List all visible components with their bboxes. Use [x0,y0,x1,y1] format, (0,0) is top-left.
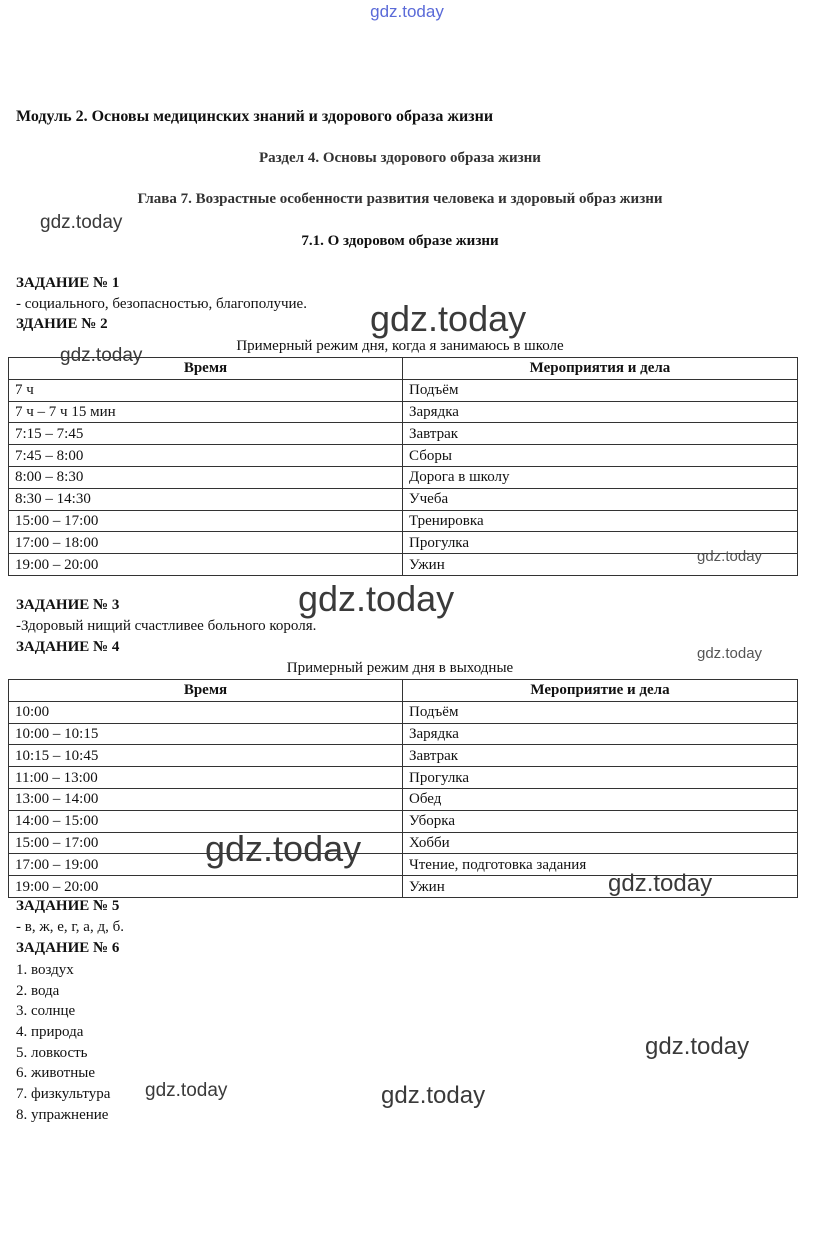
time-cell: 19:00 – 20:00 [9,876,403,898]
watermark: gdz.today [697,645,763,662]
time-cell: 15:00 – 17:00 [9,510,403,532]
column-header-activity: Мероприятия и дела [403,358,798,380]
time-cell: 11:00 – 13:00 [9,767,403,789]
watermark: gdz.today [40,212,123,233]
activity-cell: Завтрак [403,423,798,445]
watermark: gdz.today [608,870,713,897]
time-cell: 10:00 – 10:15 [9,723,403,745]
watermark: gdz.today [145,1080,228,1101]
activity-cell: Учеба [403,488,798,510]
time-cell: 7:45 – 8:00 [9,445,403,467]
column-header-time: Время [9,680,403,702]
watermark: gdz.today [697,548,763,565]
table-body [9,379,798,575]
table-row [9,788,798,810]
table-row [9,767,798,789]
list-item: 2. вода [16,982,60,999]
task4-caption: Примерный режим дня в выходные [286,660,514,676]
time-cell: 8:30 – 14:30 [9,488,403,510]
watermark: gdz.today [645,1033,750,1060]
time-cell: 17:00 – 18:00 [9,532,403,554]
table-row [9,532,798,554]
time-cell: 7 ч – 7 ч 15 мин [9,401,403,423]
activity-cell: Зарядка [403,723,798,745]
list-item: 3. солнце [16,1003,76,1020]
table-row [9,423,798,445]
task6-list [16,960,110,1126]
task1-text: - социального, безопасностью, благополучие. [16,296,307,312]
table-row [9,445,798,467]
table-row [9,488,798,510]
table-header-row [9,680,798,702]
task5-text: - в, ж, е, г, а, д, б. [16,919,124,935]
task5-heading: ЗАДАНИЕ № 5 [16,898,120,914]
activity-cell: Уборка [403,810,798,832]
task3-text: -Здоровый нищий счастливее больного короля. [16,618,317,634]
activity-cell: Зарядка [403,401,798,423]
list-item: 4. природа [16,1024,84,1041]
table-row [9,832,798,854]
activity-cell: Завтрак [403,745,798,767]
table-row [9,723,798,745]
table-row [9,745,798,767]
activity-cell: Хобби [403,832,798,854]
weekend-day-table [8,679,798,898]
column-header-time: Время [9,358,403,380]
list-item: 6. животные [16,1065,95,1082]
task2-caption: Примерный режим дня, когда я занимаюсь в школе [236,338,564,354]
section-title: Раздел 4. Основы здорового образа жизни [259,150,541,166]
chapter-title: Глава 7. Возрастные особенности развития человека и здоровый образ жизни [137,191,663,207]
time-cell: 13:00 – 14:00 [9,788,403,810]
activity-cell: Подъём [403,379,798,401]
time-cell: 8:00 – 8:30 [9,466,403,488]
task6-heading: ЗАДАНИЕ № 6 [16,940,120,956]
site-mark[interactable]: gdz.today [370,2,444,21]
list-item: 7. физкультура [16,1086,111,1103]
activity-cell: Прогулка [403,532,798,554]
table-row [9,510,798,532]
task4-heading: ЗАДАНИЕ № 4 [16,639,120,655]
time-cell: 19:00 – 20:00 [9,554,403,576]
activity-cell: Прогулка [403,767,798,789]
time-cell: 17:00 – 19:00 [9,854,403,876]
watermark: gdz.today [60,345,143,366]
task2-heading: ЗДАНИЕ № 2 [16,316,108,332]
table-row [9,554,798,576]
list-item: 8. упражнение [16,1106,109,1123]
time-cell: 15:00 – 17:00 [9,832,403,854]
table-row [9,379,798,401]
time-cell: 7 ч [9,379,403,401]
list-item: 5. ловкость [16,1044,88,1061]
module-title: Модуль 2. Основы медицинских знаний и здорового образа жизни [16,108,494,125]
activity-cell: Ужин [403,554,798,576]
table-row [9,810,798,832]
activity-cell: Обед [403,788,798,810]
school-day-table [8,357,798,576]
activity-cell: Подъём [403,701,798,723]
task3-heading: ЗАДАНИЕ № 3 [16,597,120,613]
table-row [9,401,798,423]
column-header-activity: Мероприятие и дела [403,680,798,702]
table-row [9,466,798,488]
time-cell: 14:00 – 15:00 [9,810,403,832]
time-cell: 10:00 [9,701,403,723]
list-item: 1. воздух [16,962,74,978]
time-cell: 7:15 – 7:45 [9,423,403,445]
activity-cell: Чтение, подготовка задания [403,854,798,876]
task1-heading: ЗАДАНИЕ № 1 [16,275,120,291]
table-body [9,701,798,897]
activity-cell: Тренировка [403,510,798,532]
watermark: gdz.today [381,1082,486,1109]
subsection-title: 7.1. О здоровом образе жизни [301,233,499,249]
activity-cell: Сборы [403,445,798,467]
time-cell: 10:15 – 10:45 [9,745,403,767]
watermark: gdz.today [370,298,527,339]
watermark: gdz.today [298,578,455,619]
watermark: gdz.today [205,828,362,869]
table-row [9,701,798,723]
activity-cell: Дорога в школу [403,466,798,488]
activity-cell: Ужин [403,876,798,898]
